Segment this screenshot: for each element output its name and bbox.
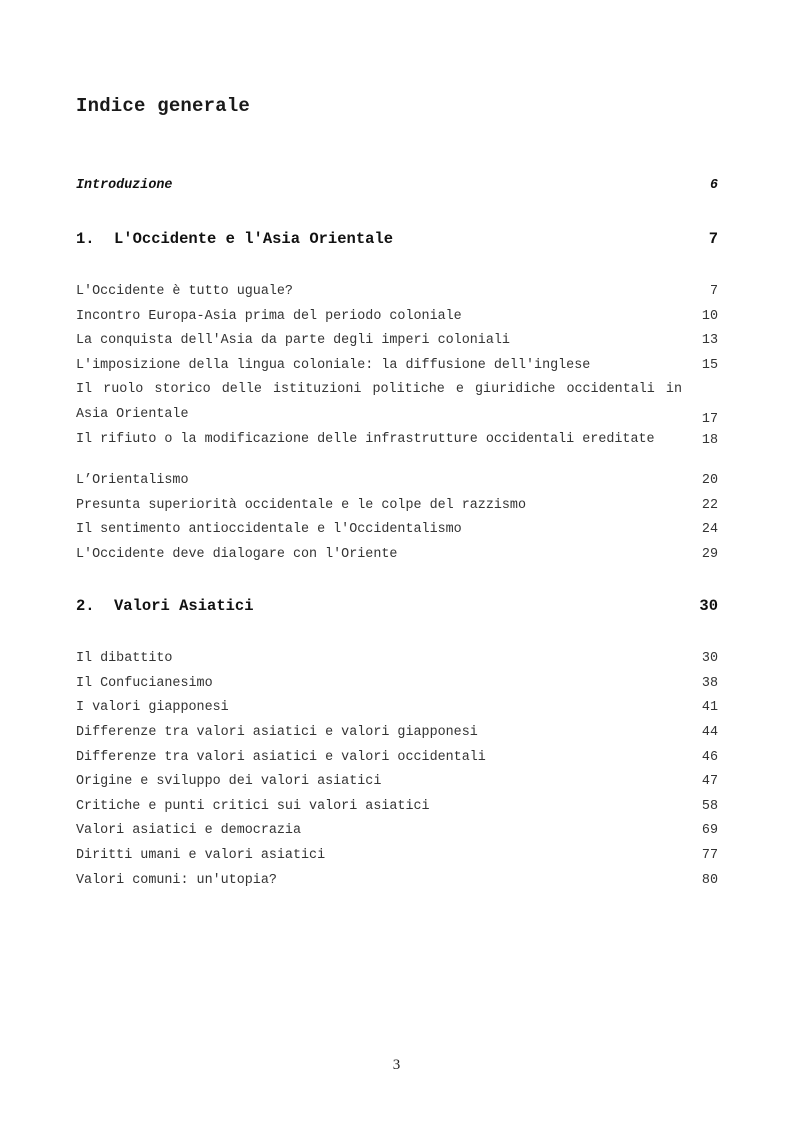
chapter-title: Valori Asiatici [114, 597, 254, 615]
toc-entry-title: Diritti umani e valori asiatici [76, 848, 326, 863]
toc-entry-introduction [76, 178, 718, 193]
toc-entry-title: L'Occidente è tutto uguale? [76, 284, 293, 299]
toc-entry-title: Valori comuni: un'utopia? [76, 873, 277, 888]
chapter-title: L'Occidente e l'Asia Orientale [114, 230, 394, 248]
toc-entry-page: 15 [701, 358, 718, 373]
toc-chapter-1 [76, 230, 718, 248]
page-title: Indice generale [76, 95, 251, 117]
toc-entry-title: Critiche e punti critici sui valori asiatici [76, 799, 430, 814]
toc-entry [76, 309, 718, 324]
chapter-number: 1. [76, 230, 95, 248]
toc-entry [76, 378, 718, 427]
toc-entry [76, 873, 718, 888]
toc-entry-page: 29 [701, 547, 718, 562]
toc-entry-title: Il sentimento antioccidentale e l'Occidentalismo [76, 522, 462, 537]
toc-entry-page: 44 [701, 725, 718, 740]
toc-entry [76, 547, 718, 562]
toc-entry-page: 41 [701, 700, 718, 715]
toc-entry-title: Incontro Europa-Asia prima del periodo coloniale [76, 309, 462, 324]
toc-entry [76, 432, 718, 448]
toc-entry [76, 333, 718, 348]
toc-entry [76, 651, 718, 666]
toc-chapter-page: 7 [708, 230, 718, 248]
toc-entry-page: 77 [701, 848, 718, 863]
toc-entry-title: Valori asiatici e democrazia [76, 823, 301, 838]
toc-entry-page: 22 [701, 498, 718, 513]
toc-entry-title: Il dibattito [76, 651, 173, 666]
toc-entry-title: L'imposizione della lingua coloniale: la diffusione dell'inglese [76, 358, 591, 373]
toc-entry-page: 20 [701, 473, 718, 488]
toc-entry-title: L’Orientalismo [76, 473, 189, 488]
toc-entry [76, 823, 718, 838]
toc-entry [76, 358, 718, 373]
toc-entry [76, 799, 718, 814]
toc-entry [76, 473, 718, 488]
toc-entry [76, 700, 718, 715]
toc-entry-page: 80 [701, 873, 718, 888]
toc-entry-page: 24 [701, 522, 718, 537]
chapter-number: 2. [76, 597, 95, 615]
toc-entry-page: 58 [701, 799, 718, 814]
toc-chapter-2 [76, 597, 718, 615]
toc-entry-title: La conquista dell'Asia da parte degli imperi coloniali [76, 333, 510, 348]
toc-entry-page: 13 [701, 333, 718, 348]
toc-entry-page: 10 [701, 309, 718, 324]
toc-entry-page: 47 [701, 774, 718, 789]
toc-entry-title: Introduzione [76, 178, 173, 193]
toc-entry-page: 7 [709, 284, 718, 299]
toc-entry-page: 38 [701, 676, 718, 691]
toc-chapter-heading [76, 230, 393, 248]
page-number: 3 [392, 1057, 401, 1073]
toc-entry-title: Differenze tra valori asiatici e valori occidentali [76, 750, 486, 765]
toc-entry-title: Il rifiuto o la modificazione delle infrastrutture occidentali ereditate [76, 432, 655, 447]
toc-entry-title: Il Confucianesimo [76, 676, 213, 691]
toc-entry [76, 284, 718, 299]
toc-entry-title: I valori giapponesi [76, 700, 229, 715]
toc-entry-title: Presunta superiorità occidentale e le colpe del razzismo [76, 498, 526, 513]
toc-entry [76, 498, 718, 513]
toc-entry-title: Il ruolo storico delle istituzioni politiche e giuridiche occidentali in Asia Orientale [76, 382, 682, 422]
toc-entry [76, 848, 718, 863]
toc-entry-page: 69 [701, 823, 718, 838]
toc-entry-page: 46 [701, 750, 718, 765]
toc-entry [76, 725, 718, 740]
toc-entry-title: L'Occidente deve dialogare con l'Oriente [76, 547, 398, 562]
toc-entry [76, 750, 718, 765]
toc-entry [76, 774, 718, 789]
toc-entry [76, 522, 718, 537]
toc-entry-page: 6 [709, 178, 718, 193]
toc-chapter-page: 30 [699, 597, 718, 615]
toc-entry-page: 18 [701, 433, 718, 448]
toc-entry-title: Differenze tra valori asiatici e valori giapponesi [76, 725, 478, 740]
toc-entry [76, 676, 718, 691]
toc-entry-page: 30 [701, 651, 718, 666]
toc-entry-title: Origine e sviluppo dei valori asiatici [76, 774, 382, 789]
toc-chapter-heading [76, 597, 254, 615]
toc-entry-page: 17 [701, 412, 718, 427]
